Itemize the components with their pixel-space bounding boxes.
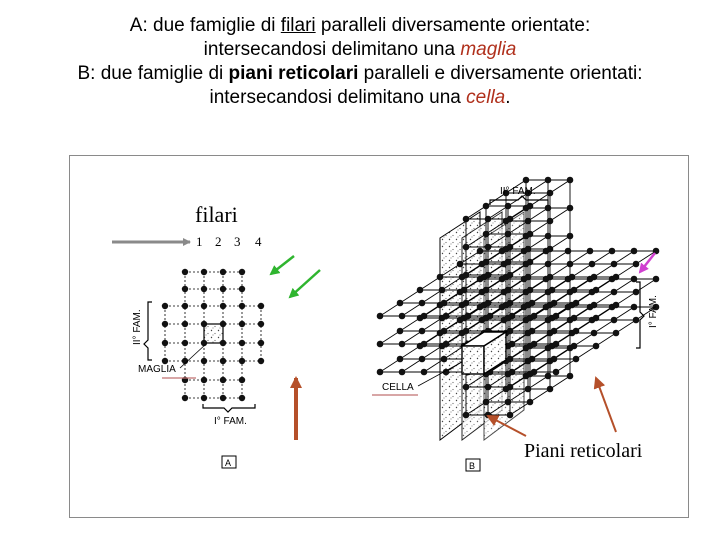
lattice-node [529, 300, 536, 307]
lattice-node [220, 321, 226, 327]
lattice-node [483, 259, 490, 266]
lattice-node [421, 341, 428, 348]
lattice-node [567, 261, 574, 268]
lattice-node [377, 369, 384, 376]
maglia-cell [204, 324, 223, 343]
lattice-node [201, 377, 207, 383]
lattice-node [477, 248, 484, 255]
lattice-node [527, 203, 534, 210]
lattice-node [507, 412, 514, 419]
lattice-node [551, 300, 558, 307]
row-numbers [196, 234, 262, 249]
lattice-node [565, 248, 572, 255]
lattice-node [587, 248, 594, 255]
lattice-node [505, 259, 512, 266]
lattice-node [653, 276, 660, 283]
lattice-node [441, 356, 448, 363]
green-arrow-2 [290, 270, 320, 297]
lattice-node [571, 315, 578, 322]
lattice-node [463, 272, 470, 279]
filari-label: filari [195, 202, 238, 227]
lattice-node [589, 261, 596, 268]
lattice-node [220, 286, 226, 292]
lattice-node [463, 300, 470, 307]
lattice-node [239, 286, 245, 292]
lattice-node [545, 177, 552, 184]
lattice-node [162, 303, 168, 309]
lattice-node [201, 358, 207, 364]
lattice-node [507, 272, 514, 279]
lattice-node [525, 358, 532, 365]
lattice-node [613, 330, 620, 337]
lattice-node [547, 274, 554, 281]
lattice-node [239, 395, 245, 401]
lattice-node [545, 233, 552, 240]
lattice-node [239, 269, 245, 275]
lattice-node [487, 313, 494, 320]
lattice-node [182, 321, 188, 327]
lattice-node [437, 274, 444, 281]
lattice-node [633, 261, 640, 268]
lattice-node [441, 300, 448, 307]
fam2-label-a: II° FAM. [132, 309, 143, 345]
lattice-node [505, 287, 512, 294]
lattice-node [613, 274, 620, 281]
lattice-node [220, 358, 226, 364]
lattice-node [182, 340, 188, 346]
lattice-node [525, 246, 532, 253]
maglia-label: MAGLIA [138, 364, 176, 375]
lattice-node [483, 231, 490, 238]
lattice-node [463, 244, 470, 251]
lattice-node [182, 395, 188, 401]
lattice-node [399, 369, 406, 376]
cella-label: CELLA [382, 382, 414, 393]
lattice-node [573, 328, 580, 335]
lattice-node [182, 269, 188, 275]
lattice-node [631, 276, 638, 283]
lattice-node [419, 356, 426, 363]
lattice-node [571, 287, 578, 294]
lattice-node [220, 395, 226, 401]
lattice-node [220, 303, 226, 309]
lattice-node [239, 358, 245, 364]
lattice-node [553, 313, 560, 320]
lattice-node [507, 216, 514, 223]
lattice-node [399, 313, 406, 320]
lattice-node [483, 203, 490, 210]
lattice-node [258, 358, 264, 364]
lattice-node [611, 317, 618, 324]
lattice-node [633, 289, 640, 296]
green-arrow-1 [271, 256, 294, 274]
lattice-node [419, 328, 426, 335]
lattice-node [220, 377, 226, 383]
lattice-node [593, 343, 600, 350]
lattice-node [591, 330, 598, 337]
lattice-node [509, 341, 516, 348]
lattice-node [525, 274, 532, 281]
term-filari: filari [280, 15, 316, 36]
lattice-node [441, 328, 448, 335]
caption-text: B: due famiglie di [77, 63, 229, 84]
lattice-node [201, 395, 207, 401]
lattice-node [547, 246, 554, 253]
lattice-node [162, 340, 168, 346]
diagram-b [372, 177, 659, 471]
diagram-a [112, 202, 264, 468]
lattice-node [573, 356, 580, 363]
panel-b-letter: B [469, 461, 476, 471]
lattice-node [201, 340, 207, 346]
fam1-label-a: I° FAM. [214, 416, 247, 427]
lattice-node [182, 303, 188, 309]
lattice-node [609, 248, 616, 255]
lattice-node [397, 328, 404, 335]
lattice-node [485, 384, 492, 391]
row-number-2: 2 [215, 234, 222, 249]
lattice-node [239, 377, 245, 383]
lattice-node [567, 345, 574, 352]
lattice-node [551, 328, 558, 335]
lattice-node [545, 373, 552, 380]
row-number-1: 1 [196, 234, 203, 249]
lattice-node [505, 203, 512, 210]
lattice-node [527, 259, 534, 266]
lattice-node [547, 218, 554, 225]
lattice-node [399, 341, 406, 348]
term-piani-reticolari: piani reticolari [228, 63, 359, 84]
lattice-node [593, 287, 600, 294]
lattice-node [591, 274, 598, 281]
lattice-node [220, 269, 226, 275]
lattice-node [507, 300, 514, 307]
lattice-node [443, 341, 450, 348]
lattice-node [485, 300, 492, 307]
lattice-node [258, 340, 264, 346]
lattice-node [220, 340, 226, 346]
lattice-node [239, 321, 245, 327]
lattice-node [461, 287, 468, 294]
lattice-node [523, 177, 530, 184]
lattice-node [567, 205, 574, 212]
lattice-node [239, 303, 245, 309]
fam1-brace [203, 404, 255, 412]
caption-text: intersecandosi delimitano una [203, 39, 461, 60]
lattice-node [465, 313, 472, 320]
caption-text: intersecandosi delimitano una [209, 87, 467, 108]
lattice-node [509, 313, 516, 320]
lattice-node [443, 313, 450, 320]
lattice-node [631, 248, 638, 255]
lattice-node [553, 369, 560, 376]
lattice-node [567, 233, 574, 240]
lattice-node [591, 302, 598, 309]
lattice-node [457, 261, 464, 268]
lattice-node [505, 231, 512, 238]
lattice-node [529, 328, 536, 335]
lattice-node [201, 286, 207, 292]
lattice-node [569, 274, 576, 281]
lattice-node [505, 399, 512, 406]
lattice-node [593, 315, 600, 322]
panel-a-letter: A [225, 458, 232, 468]
lattice-node [421, 313, 428, 320]
lattice-node [201, 321, 207, 327]
lattice-node [631, 304, 638, 311]
lattice-node [523, 345, 530, 352]
caption-text: paralleli e diversamente orientati: [358, 63, 643, 84]
lattice-node [567, 373, 574, 380]
lattice-node [463, 328, 470, 335]
lattice-node [573, 300, 580, 307]
lattice-node [531, 313, 538, 320]
lattice-node [507, 244, 514, 251]
lattice-node [463, 216, 470, 223]
lattice-node [485, 272, 492, 279]
fam2-label-b: II° FAM. [500, 186, 536, 197]
row-number-3: 3 [234, 234, 241, 249]
lattice-node [567, 177, 574, 184]
lattice-node [421, 369, 428, 376]
lattice-node [201, 303, 207, 309]
caption-text: A: due famiglie di [129, 15, 281, 36]
lattice-node [397, 300, 404, 307]
term-cella: cella [466, 87, 506, 108]
lattice-node [239, 340, 245, 346]
lattice-node [258, 303, 264, 309]
lattice-node [545, 205, 552, 212]
lattice-node [201, 269, 207, 275]
lattice-node [417, 287, 424, 294]
lattice-node [545, 261, 552, 268]
lattice-node [527, 399, 534, 406]
lattice-node [611, 261, 618, 268]
lattice-node [485, 244, 492, 251]
lattice-node [613, 302, 620, 309]
fam2-brace [144, 302, 152, 360]
lattice-node [258, 321, 264, 327]
lattice-node [162, 321, 168, 327]
caption-text: . [505, 87, 511, 108]
fam1-label-b: I° FAM. [648, 295, 659, 328]
brown-arrow-right [596, 378, 616, 432]
piani-reticolari-label: Piani reticolari [524, 440, 643, 462]
magenta-arrow [640, 253, 655, 272]
lattice-node [419, 300, 426, 307]
lattice-node [611, 289, 618, 296]
lattice-node [545, 345, 552, 352]
lattice-node [505, 371, 512, 378]
lattice-node [483, 399, 490, 406]
lattice-node [463, 384, 470, 391]
row-number-4: 4 [255, 234, 262, 249]
lattice-node [439, 287, 446, 294]
lattice-node [483, 287, 490, 294]
lattice-node [507, 328, 514, 335]
lattice-node [527, 371, 534, 378]
lattice-node [547, 386, 554, 393]
lattice-node [553, 341, 560, 348]
lattice-node [377, 313, 384, 320]
lattice-node [377, 341, 384, 348]
lattice-node [463, 412, 470, 419]
lattice-node [633, 317, 640, 324]
lattice-node [527, 287, 534, 294]
maglia-pointer [180, 344, 206, 368]
lattice-node [525, 386, 532, 393]
lattice-node [182, 286, 188, 292]
lattice-node [547, 190, 554, 197]
lattice-node [547, 358, 554, 365]
lattice-node [525, 218, 532, 225]
lattice-node [507, 384, 514, 391]
lattice-node [549, 287, 556, 294]
caption-text: paralleli diversamente orientate: [315, 15, 591, 36]
space-lattice [377, 177, 660, 419]
term-maglia: maglia [460, 39, 517, 60]
lattice-node [531, 341, 538, 348]
lattice-node [397, 356, 404, 363]
lattice-node [485, 216, 492, 223]
lattice-node [527, 231, 534, 238]
